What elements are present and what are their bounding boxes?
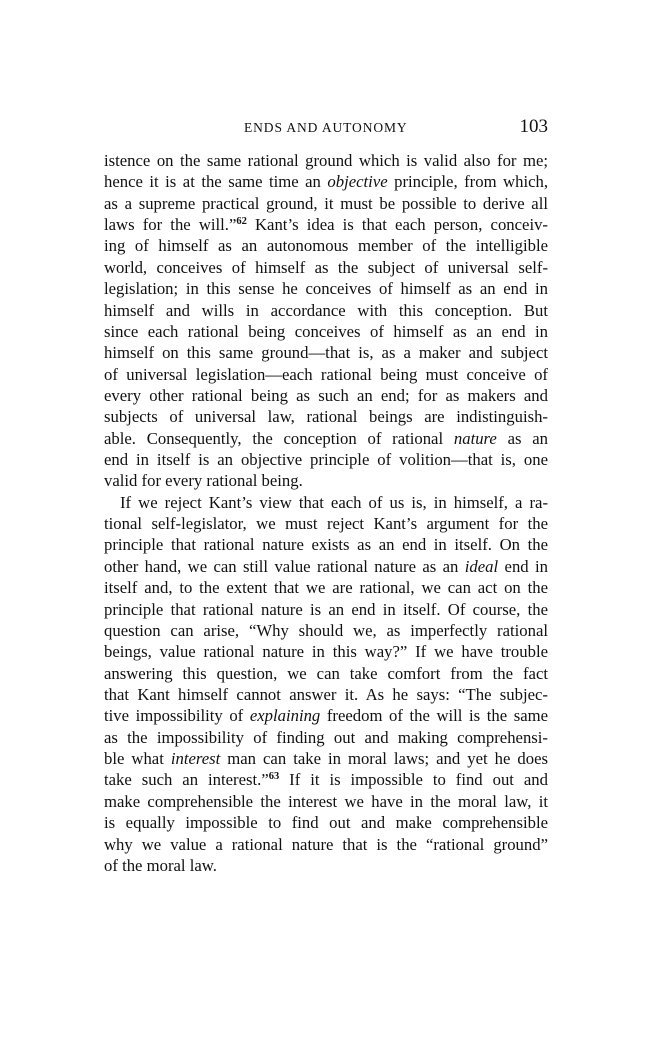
text-run: end in xyxy=(498,556,548,576)
text-run: itself and, to the extent that we are rational, we can act on the xyxy=(104,578,548,598)
footnote-ref: 63 xyxy=(268,771,280,783)
italic-text: objective xyxy=(327,172,388,192)
text-line xyxy=(104,556,548,577)
text-run: himself on this same ground—that is, as a maker and subject xyxy=(104,343,548,363)
text-run: principle, from which, xyxy=(387,172,548,192)
text-run: take such an interest.” xyxy=(104,770,269,790)
text-run: tive impossibility of xyxy=(104,706,250,726)
text-run: freedom of the will is the same xyxy=(320,706,548,726)
text-run: every other rational being as such an end; for as makers and xyxy=(104,385,548,405)
body-text xyxy=(104,150,548,876)
text-line xyxy=(104,577,548,598)
page-number: 103 xyxy=(519,116,548,137)
text-run: as the impossibility of finding out and making comprehensi- xyxy=(104,727,548,747)
paragraph-first-line xyxy=(104,492,548,513)
text-run: of the moral law. xyxy=(104,855,217,875)
text-line xyxy=(104,364,548,385)
text-line xyxy=(104,193,548,214)
text-run: If we reject Kant’s view that each of us is, in himself, a ra- xyxy=(120,492,548,512)
text-line xyxy=(104,235,548,256)
text-line xyxy=(104,406,548,427)
italic-text: ideal xyxy=(464,556,499,576)
text-run: answering this question, we can take comfort from the fact xyxy=(104,663,548,683)
text-line xyxy=(104,834,548,855)
text-run: subjects of universal law, rational beings are indistinguish- xyxy=(104,407,548,427)
text-line xyxy=(104,171,548,192)
text-run: world, conceives of himself as the subject of universal self- xyxy=(104,257,548,277)
text-line xyxy=(104,663,548,684)
text-run: able. Consequently, the conception of rational xyxy=(104,428,454,448)
text-line xyxy=(104,449,548,470)
text-run: is equally impossible to find out and make comprehensible xyxy=(104,813,548,833)
text-line xyxy=(104,214,548,235)
text-run: as an xyxy=(496,428,549,448)
text-line xyxy=(104,428,548,449)
text-run: laws for the will.” xyxy=(104,215,237,235)
text-run: ing of himself as an autonomous member of the intelligible xyxy=(104,236,548,256)
text-run: valid for every rational being. xyxy=(104,471,303,491)
text-run: end in itself is an objective principle of volition—that is, one xyxy=(104,450,548,470)
text-line xyxy=(104,257,548,278)
running-title: ENDS AND AUTONOMY xyxy=(244,120,408,135)
text-run: other hand, we can still value rational nature as an xyxy=(104,556,465,576)
text-line xyxy=(104,705,548,726)
text-line xyxy=(104,727,548,748)
text-line xyxy=(104,321,548,342)
text-run: of universal legislation—each rational being must conceive of xyxy=(104,364,548,384)
text-line xyxy=(104,748,548,769)
text-line xyxy=(104,342,548,363)
italic-text: nature xyxy=(453,428,497,448)
running-head xyxy=(104,116,548,140)
italic-text: interest xyxy=(170,749,221,769)
text-run: himself and wills in accordance with this conception. But xyxy=(104,300,548,320)
text-line xyxy=(104,620,548,641)
text-line xyxy=(104,300,548,321)
text-run: Kant’s idea is that each person, conceiv- xyxy=(246,215,548,235)
text-run: If it is impossible to find out and xyxy=(279,770,548,790)
text-run: principle that rational nature exists as an end in itself. On the xyxy=(104,535,548,555)
text-run: make comprehensible the interest we have in the moral law, it xyxy=(104,791,548,811)
text-line xyxy=(104,791,548,812)
text-line xyxy=(104,385,548,406)
text-run: principle that rational nature is an end in itself. Of course, the xyxy=(104,599,548,619)
text-run: istence on the same rational ground which is valid also for me; xyxy=(104,151,548,170)
text-run: question can arise, “Why should we, as imperfectly rational xyxy=(104,620,548,640)
text-line xyxy=(104,641,548,662)
text-run: that Kant himself cannot answer it. As he says: “The subjec- xyxy=(104,684,548,704)
text-line xyxy=(104,812,548,833)
text-line xyxy=(104,684,548,705)
text-run: tional self-legislator, we must reject Kant’s argument for the xyxy=(104,514,548,534)
italic-text: explaining xyxy=(249,706,321,726)
text-line xyxy=(104,513,548,534)
text-line xyxy=(104,769,548,790)
text-run: hence it is at the same time an xyxy=(104,172,328,192)
text-run: why we value a rational nature that is the “rational ground” xyxy=(104,834,548,854)
text-run: as a supreme practical ground, it must be possible to derive all xyxy=(104,193,548,213)
text-line xyxy=(104,855,548,876)
text-run: ble what xyxy=(104,749,171,769)
text-line xyxy=(104,278,548,299)
text-run: since each rational being conceives of himself as an end in xyxy=(104,321,548,341)
text-line xyxy=(104,470,548,491)
text-run: man can take in moral laws; and yet he does xyxy=(220,749,548,769)
text-line xyxy=(104,150,548,171)
text-line xyxy=(104,599,548,620)
text-run: legislation; in this sense he conceives of himself as an end in xyxy=(104,279,548,299)
text-line xyxy=(104,534,548,555)
footnote-ref: 62 xyxy=(236,216,247,228)
text-run: beings, value rational nature in this way?” If we have trouble xyxy=(104,642,548,662)
